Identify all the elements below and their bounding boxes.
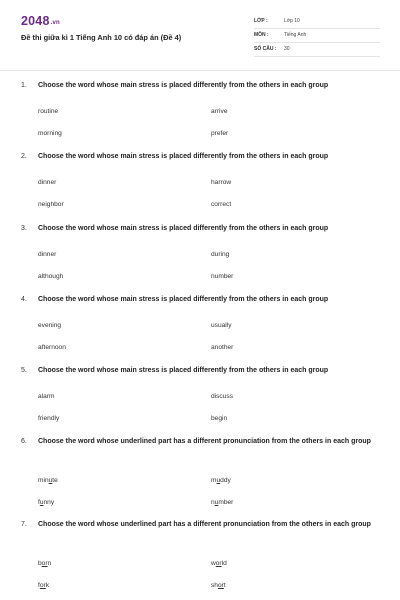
option-text: harrow (211, 179, 232, 186)
option-text: routine (38, 108, 59, 115)
meta-value: Lớp 10 (284, 18, 300, 24)
option-text-rest: k (45, 582, 50, 589)
meta-row-subject (254, 29, 380, 43)
answer-option[interactable] (211, 108, 228, 115)
answer-option[interactable] (38, 582, 49, 589)
question-number: 2. (21, 153, 27, 160)
option-text: alarm (38, 393, 55, 400)
question-text: Choose the word whose main stress is placed differently from the others in each group (38, 296, 329, 303)
option-text: w (211, 560, 216, 567)
option-text: number (211, 273, 234, 280)
option-text-rest: ld (221, 560, 227, 567)
answer-option[interactable] (211, 322, 232, 329)
meta-value: 30 (284, 46, 290, 52)
answer-option[interactable] (38, 393, 55, 400)
answer-option[interactable] (38, 273, 63, 280)
site-logo[interactable] (21, 14, 60, 28)
meta-key: SỐ CÂU : (254, 46, 277, 52)
logo-main: 2048 (21, 14, 50, 28)
exam-header (0, 0, 400, 70)
answer-option[interactable] (38, 179, 56, 186)
option-text: correct (211, 201, 232, 208)
answer-option[interactable] (211, 393, 233, 400)
option-text: afternoon (38, 344, 66, 351)
meta-key: MÔN : (254, 32, 269, 38)
answer-option[interactable] (38, 560, 51, 567)
answer-option[interactable] (38, 477, 58, 484)
answer-option[interactable] (211, 130, 228, 137)
exam-title: Đề thi giữa kì 1 Tiếng Anh 10 có đáp án (Đề 4) (21, 33, 182, 42)
option-text-rest: ddy (220, 477, 231, 484)
question-number: 7. (21, 521, 27, 528)
option-underlined-part: or (39, 582, 46, 589)
question-number: 4. (21, 296, 27, 303)
logo-suffix: .vn (50, 20, 60, 26)
option-underlined-part: u (216, 477, 221, 484)
question-text: Choose the word whose main stress is placed differently from the others in each group (38, 225, 329, 232)
meta-row-class (254, 15, 380, 29)
option-text: dinner (38, 179, 57, 186)
option-text: neighbor (38, 201, 64, 208)
meta-key: LỚP : (254, 18, 268, 24)
question-number: 6. (21, 438, 27, 445)
answer-option[interactable] (211, 251, 229, 258)
answer-option[interactable] (211, 499, 233, 506)
answer-option[interactable] (211, 477, 231, 484)
question-text: Choose the word whose main stress is placed differently from the others in each group (38, 367, 329, 374)
option-text-rest: n (47, 560, 52, 567)
answer-option[interactable] (211, 560, 227, 567)
answer-option[interactable] (38, 108, 58, 115)
option-underlined-part: or (215, 560, 222, 567)
question-text: Choose the word whose underlined part has a different pronunciation from the others in each group (38, 521, 371, 528)
option-text: discuss (211, 393, 233, 400)
option-text: evening (38, 322, 62, 329)
option-text: m (211, 477, 217, 484)
option-text: begin (211, 415, 228, 422)
option-text: arrive (211, 108, 228, 115)
option-text: min (38, 477, 49, 484)
answer-option[interactable] (38, 322, 61, 329)
option-text-rest: mber (218, 499, 234, 506)
meta-row-question-count (254, 43, 380, 57)
meta-value: Tiếng Anh (284, 32, 307, 38)
option-text: friendly (38, 415, 60, 422)
option-text: prefer (211, 130, 229, 137)
question-text: Choose the word whose underlined part has a different pronunciation from the others in each group (38, 438, 371, 445)
question-number: 5. (21, 367, 27, 374)
question-number: 3. (21, 225, 27, 232)
option-text: dinner (38, 251, 57, 258)
answer-option[interactable] (38, 415, 59, 422)
answer-option[interactable] (211, 179, 231, 186)
question-text: Choose the word whose main stress is placed differently from the others in each group (38, 153, 329, 160)
answer-option[interactable] (211, 201, 231, 208)
option-text-rest: t (223, 582, 226, 589)
answer-option[interactable] (211, 415, 227, 422)
answer-option[interactable] (211, 273, 233, 280)
answer-option[interactable] (38, 130, 62, 137)
answer-option[interactable] (38, 251, 56, 258)
option-underlined-part: or (41, 560, 48, 567)
option-text: f (38, 499, 40, 506)
option-underlined-part: or (217, 582, 224, 589)
answer-option[interactable] (211, 344, 233, 351)
option-text: usually (211, 322, 232, 329)
question-number: 1. (21, 82, 27, 89)
option-text-rest: te (52, 477, 58, 484)
option-text: another (211, 344, 234, 351)
answer-option[interactable] (38, 499, 54, 506)
option-underlined-part: u (214, 499, 219, 506)
answer-option[interactable] (38, 344, 66, 351)
option-text: morning (38, 130, 62, 137)
header-divider (0, 70, 400, 71)
option-text-rest: nny (43, 499, 55, 506)
answer-option[interactable] (38, 201, 64, 208)
answer-option[interactable] (211, 582, 226, 589)
option-text: n (211, 499, 215, 506)
option-underlined-part: u (48, 477, 53, 484)
option-text: sh (211, 582, 218, 589)
option-text: b (38, 560, 42, 567)
option-text: although (38, 273, 64, 280)
option-underlined-part: u (39, 499, 44, 506)
question-text: Choose the word whose main stress is placed differently from the others in each group (38, 82, 329, 89)
option-text: during (211, 251, 230, 258)
option-text: f (38, 582, 40, 589)
